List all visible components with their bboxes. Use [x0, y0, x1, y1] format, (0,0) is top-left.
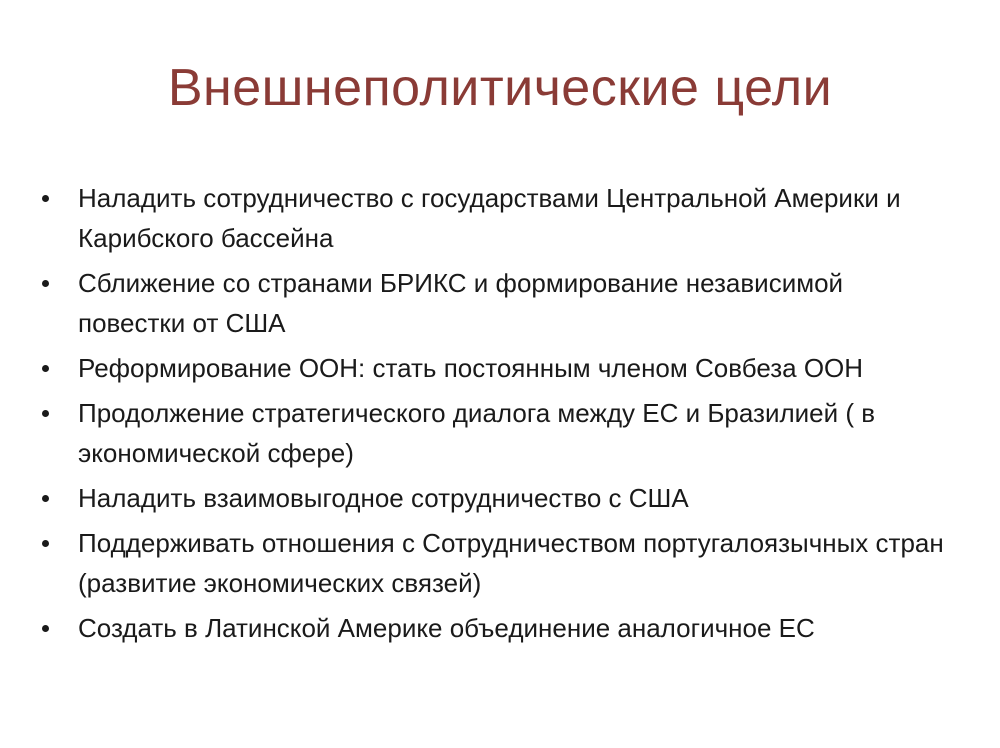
bullet-text: Продолжение стратегического диалога между ЕС и Бразилией ( в экономической сфере): [78, 398, 876, 468]
bullet-text: Сближение со странами БРИКС и формирование независимой повестки от США: [78, 268, 844, 338]
bullet-dot-icon: [42, 625, 49, 632]
bullet-item: [40, 263, 955, 343]
bullet-item: [40, 478, 955, 518]
bullet-dot-icon: [42, 495, 49, 502]
bullet-text: Наладить взаимовыгодное сотрудничество с США: [78, 483, 689, 513]
bullet-dot-icon: [42, 195, 49, 202]
bullet-list: [40, 178, 955, 653]
bullet-dot-icon: [42, 410, 49, 417]
bullet-text: Поддерживать отношения с Сотрудничеством португалоязычных стран (развитие экономических связей): [78, 528, 944, 598]
bullet-dot-icon: [42, 280, 49, 287]
bullet-item: [40, 178, 955, 258]
bullet-item: [40, 393, 955, 473]
slide-title: Внешнеполитические цели: [167, 59, 833, 117]
bullet-item: [40, 523, 955, 603]
bullet-text: Наладить сотрудничество с государствами Центральной Америки и Карибского бассейна: [78, 183, 901, 253]
bullet-item: [40, 608, 955, 648]
bullet-item: [40, 348, 955, 388]
bullet-dot-icon: [42, 365, 49, 372]
bullet-text: Реформирование ООН: стать постоянным членом Совбеза ООН: [78, 353, 864, 383]
bullet-dot-icon: [42, 540, 49, 547]
bullet-text: Создать в Латинской Америке объединение аналогичное ЕС: [78, 613, 815, 643]
